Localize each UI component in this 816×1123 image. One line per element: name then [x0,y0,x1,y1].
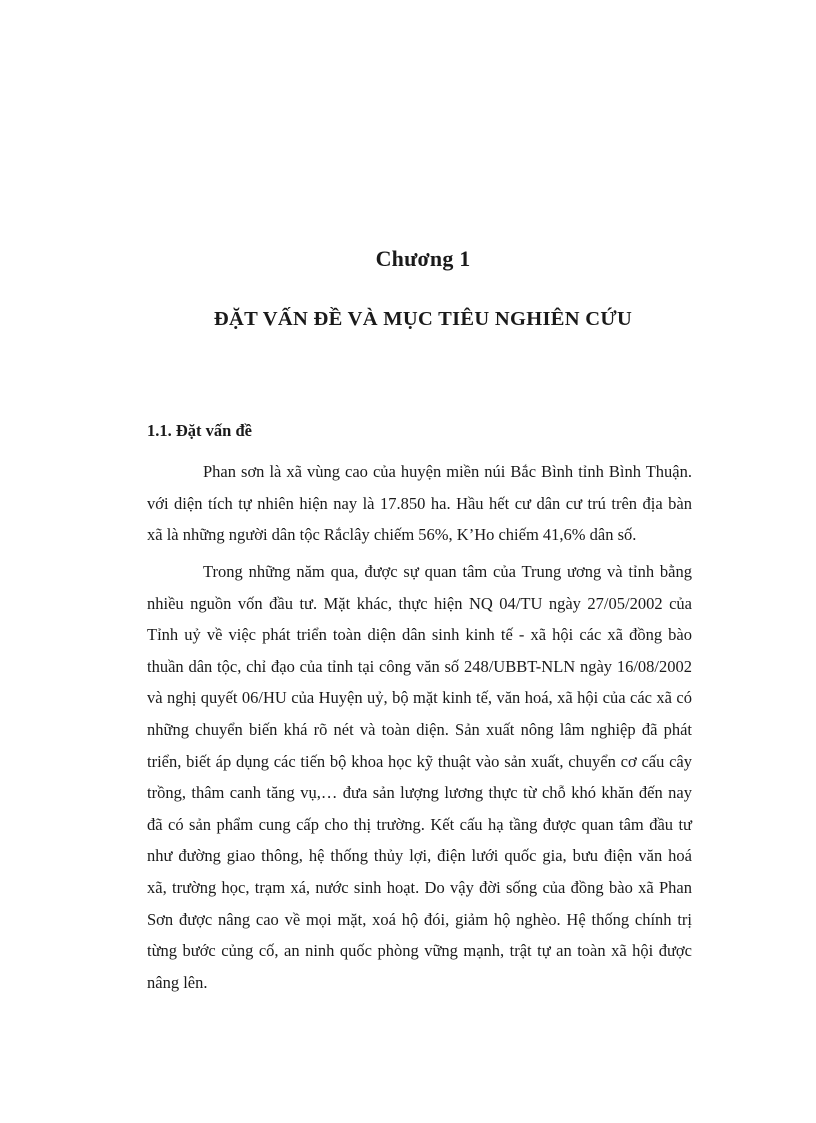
text-line: Tỉnh uỷ về việc phát triển toàn diện dân sinh kinh tế - xã hội các xã đồng bào [147,625,692,645]
text-line: như đường giao thông, hệ thống thủy lợi, điện lưới quốc gia, bưu điện văn hoá [147,846,692,866]
paragraph-1 [147,456,692,551]
text-line: và nghị quyết 06/HU của Huyện uỷ, bộ mặt kinh tế, văn hoá, xã hội của các xã có [147,688,692,708]
text-line: đã có sản phẩm cung cấp cho thị trường. Kết cấu hạ tầng được quan tâm đầu tư [147,814,692,834]
chapter-title: ĐẶT VẤN ĐỀ VÀ MỤC TIÊU NGHIÊN CỨU [213,308,633,330]
section-heading: 1.1. Đặt vấn đề [147,421,252,440]
text-line: Phan sơn là xã vùng cao của huyện miền núi Bắc Bình tỉnh Bình Thuận. [203,462,692,481]
text-line: những chuyển biến khá rõ nét và toàn diện. Sản xuất nông lâm nghiệp đã phát [147,719,692,739]
text-line: nhiều nguồn vốn đầu tư. Mặt khác, thực hiện NQ 04/TU ngày 27/05/2002 của [147,593,692,613]
text-line: xã là những người dân tộc Rắclây chiếm 56%, K’Ho chiếm 41,6% dân số. [147,525,637,545]
text-line: Sơn được nâng cao về mọi mặt, xoá hộ đói, giảm hộ nghèo. Hệ thống chính trị [147,909,692,929]
chapter-number: Chương 1 [375,246,471,271]
text-line: với diện tích tự nhiên hiện nay là 17.850 ha. Hầu hết cư dân cư trú trên địa bàn [147,493,692,513]
paragraph-2 [147,556,692,998]
text-line: triển, biết áp dụng các tiến bộ khoa học kỹ thuật vào sản xuất, chuyển cơ cấu cây [147,751,692,771]
text-line: từng bước củng cố, an ninh quốc phòng vững mạnh, trật tự an toàn xã hội được [147,941,692,961]
text-line: trồng, thâm canh tăng vụ,… đưa sản lượng lương thực từ chỗ khó khăn đến nay [147,783,692,803]
text-line: thuần dân tộc, chỉ đạo của tỉnh tại công văn số 248/UBBT-NLN ngày 16/08/2002 [147,656,692,676]
text-line: nâng lên. [147,972,208,992]
text-line: Trong những năm qua, được sự quan tâm của Trung ương và tỉnh bằng [203,562,692,581]
text-line: xã, trường học, trạm xá, nước sinh hoạt. Do vậy đời sống của đồng bào xã Phan [147,877,692,897]
